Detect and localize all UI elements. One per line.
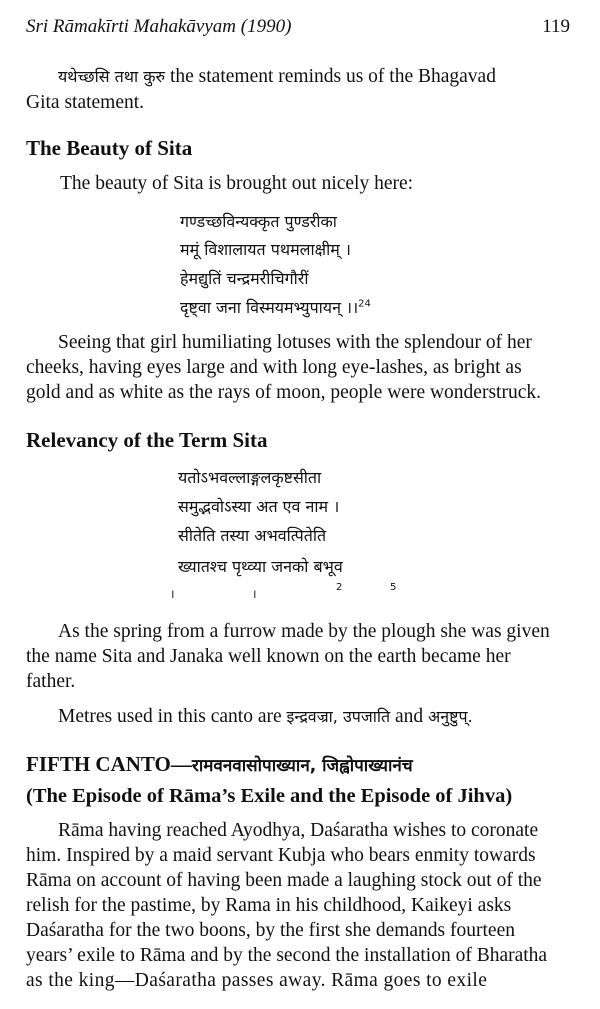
section-heading-beauty: The Beauty of Sita: [26, 136, 193, 160]
verse1-line-1: गण्डच्छविन्यक्कृत पुण्डरीका: [180, 212, 337, 231]
section2-translation-line-2: the name Sita and Janaka well known on the earth became her: [26, 646, 511, 667]
verse2-line-2: समुद्भवोऽस्या अत एव नाम ।: [178, 497, 340, 516]
verse1-line-4-text: दृष्ट्वा जना विस्मयमभ्युपायन् ।।: [180, 298, 359, 317]
canto-paragraph-line-4: relish for the pastime, by Rama in his childhood, Kaikeyi asks: [26, 895, 512, 916]
section1-translation-line-3: gold and as white as the rays of moon, people were wonderstruck.: [26, 382, 541, 403]
verse1-line-3: हेमद्युतिं चन्द्रमरीचिगौरीं: [180, 269, 309, 288]
canto-paragraph-line-6: years’ exile to Rāma and by the second the installation of Bharatha: [26, 945, 548, 966]
intro-line-1: [58, 64, 496, 89]
section2-translation-line-3: father.: [26, 671, 76, 692]
intro-line-2: Gita statement.: [26, 92, 145, 113]
canto-paragraph-line-1: Rāma having reached Ayodhya, Daśaratha wishes to coronate: [58, 820, 539, 841]
verse2-mark-3: 2: [336, 582, 343, 593]
section-heading-fifth-canto: [26, 752, 413, 777]
canto-paragraph-line-3: Rāma on account of having been made a laughing stock out of the: [26, 870, 542, 891]
fifth-canto-subheading: (The Episode of Rāma’s Exile and the Episode of Jihva): [26, 785, 513, 807]
metres-devanagari-2: अनुष्टुप्.: [428, 707, 473, 726]
verse2-mark-2: ।: [252, 587, 257, 601]
metres-and: and: [395, 706, 424, 727]
verse2-line-3: सीतेति तस्या अभवत्पितेति: [178, 526, 327, 545]
canto-paragraph-line-2: him. Inspired by a maid servant Kubja who bears enmity towards: [26, 845, 536, 866]
verse2-line-1: यतोऽभवल्लाङ्गलकृष्टसीता: [178, 468, 322, 487]
running-header-title: Sri Rāmakīrti Mahakāvyam (1990): [26, 16, 292, 37]
fifth-canto-devanagari: रामवनवासोपाख्यान, जिह्वोपाख्यानंच: [191, 756, 413, 776]
section-heading-relevancy: Relevancy of the Term Sita: [26, 428, 268, 452]
intro-text: the statement reminds us of the Bhagavad: [169, 66, 496, 87]
metres-devanagari-1: इन्द्रवज्रा, उपजाति: [286, 707, 391, 726]
verse1-line-2: ममूं विशालायत पथमलाक्षीम् ।: [180, 240, 351, 259]
section2-translation-line-1: As the spring from a furrow made by the plough she was given: [58, 621, 550, 642]
footnote-ref-24: 24: [358, 298, 371, 310]
page-number: 119: [542, 16, 570, 37]
metres-line: [58, 704, 473, 729]
verse1-line-4: [180, 296, 371, 318]
verse2-line-4: ख्यातश्च पृथ्व्या जनको बभूव: [178, 557, 343, 576]
canto-paragraph-line-7: as the king—Daśaratha passes away. Rāma goes to exile: [26, 970, 488, 991]
section1-translation-line-2: cheeks, having eyes large and with long eye-lashes, as bright as: [26, 357, 522, 378]
section1-lead: The beauty of Sita is brought out nicely here:: [60, 173, 414, 194]
fifth-canto-prefix: FIFTH CANTO—: [26, 752, 192, 776]
intro-devanagari: यथेच्छसि तथा कुरु: [58, 67, 166, 86]
verse2-mark-4: 5: [390, 582, 397, 593]
canto-paragraph-line-5: Daśaratha for the two boons, by the first she demands fourteen: [26, 920, 515, 941]
verse2-mark-1: ।: [170, 587, 175, 601]
section1-translation-line-1: Seeing that girl humiliating lotuses with the splendour of her: [58, 332, 532, 353]
metres-label: Metres used in this canto are: [58, 706, 282, 727]
